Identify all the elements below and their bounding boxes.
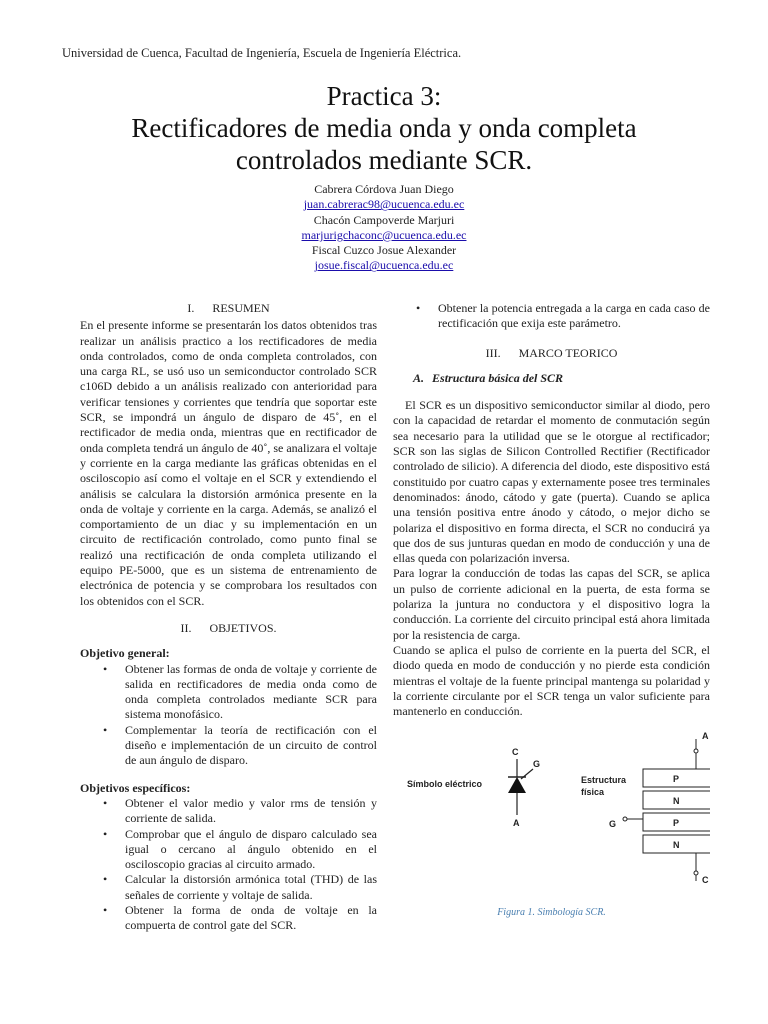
author-name: Cabrera Córdova Juan Diego — [314, 182, 454, 196]
section-number: III. — [485, 345, 501, 360]
section-number: I. — [187, 301, 195, 315]
title-line-3: controlados mediante SCR. — [235, 145, 533, 175]
general-objectives-list — [80, 662, 377, 769]
title-line-1: Practica 3: — [326, 81, 442, 111]
title-line-2: Rectificadores de media onda y onda completa — [131, 113, 637, 143]
section-title: RESUMEN — [212, 301, 270, 315]
left-column — [80, 301, 377, 934]
specific-objectives-label: Objetivos específicos: — [80, 780, 191, 795]
symbol-anode-label: A — [513, 818, 520, 829]
structure-gate-terminal-icon — [623, 817, 627, 821]
list-item: • Calcular la distorsión armónica total (THD) de las señales de corriente y voltaje de salida. — [80, 872, 377, 903]
layer-label: N — [673, 840, 680, 851]
scr-diagram — [393, 731, 710, 899]
list-item: • Complementar la teoría de rectificación con el diseño e implementación de un circuito de control de aun ángulo de disparo. — [80, 723, 377, 769]
list-item: • Comprobar que el ángulo de disparo calculado sea igual o cercano al ángulo obtenido en el osciloscopio gracias al circuito armado. — [80, 827, 377, 873]
scr-figure — [393, 731, 710, 899]
list-item: • Obtener el valor medio y valor rms de tensión y corriente de salida. — [80, 796, 377, 827]
right-column — [393, 301, 710, 921]
structure-anode-label: A — [702, 731, 709, 742]
section-title: MARCO TEORICO — [518, 345, 618, 360]
structure-cathode-terminal-icon — [694, 871, 698, 875]
list-item: • Obtener la potencia entregada a la carga en cada caso de rectificación que exija este parámetro. — [393, 301, 710, 332]
author-block — [0, 182, 768, 274]
layer-label: N — [673, 796, 680, 807]
section-heading-resumen — [80, 301, 377, 316]
list-item: • Obtener la forma de onda de voltaje en la compuerta de control gate del SCR. — [80, 903, 377, 934]
symbol-label: Símbolo eléctrico — [407, 779, 483, 790]
list-item: • Obtener las formas de onda de voltaje y corriente de salida en rectificadores de media onda como de onda completa controlados mediante SCR para sistema monofásico. — [80, 662, 377, 723]
symbol-gate-lead — [521, 769, 533, 779]
author-email-link[interactable]: josue.fiscal@ucuenca.edu.ec — [314, 258, 454, 273]
paper-title — [0, 80, 768, 176]
structure-label-2: física — [581, 787, 605, 798]
symbol-cathode-label: C — [512, 747, 519, 758]
section-heading-marco — [393, 346, 710, 361]
figure-caption: Figura 1. Simbología SCR. — [497, 907, 606, 919]
author-name: Chacón Campoverde Marjuri — [313, 212, 455, 227]
structure-label-1: Estructura — [581, 775, 627, 786]
body-paragraph: Cuando se aplica el pulso de corriente en la puerta del SCR, el diodo queda en modo de conducción y no pierde esta condición mientras el voltaje de la fuente principal mantenga su polaridad y la corriente circulante por el SCR tenga un valor suficiente para mantenerlo en conducción. — [393, 642, 710, 719]
abstract-paragraph: En el presente informe se presentarán los datos obtenidos tras realizar un análisis practico a los rectificadores de media onda controlados, como de onda completa controlados, con una carga RL, se usó uso un semiconductor controlado SCR c106D debido a un análisis realizado con anterioridad para verificar tensiones y corrientes que tendría que soportar este SCR, se impondrá un ángulo de disparo de 45˚, en el rectificador de media onda, mientras que en rectificador de onda completa tendrá un ángulo de 40˚, se analizara el voltaje y corriente en la carga mediante las gráficas obtenidas en el osciloscopio así como el voltaje en el SCR y extendiendo el análisis se calculara la distorsión armónica presente en la onda de voltaje y corriente en la carga. Además, se analizó el comportamiento de un diac y su implementación en un circuito de rectificación controlado, como punto final se realizó una rectificación de onda completa utilizando el equipo PE-5000, que es un sistema de entrenamiento de electrónica de potencia y se comprobara los resultados con los obtenidos con el SCR. — [80, 318, 377, 608]
structure-cathode-label: C — [702, 875, 709, 886]
body-paragraph: El SCR es un dispositivo semiconductor similar al diodo, pero con la capacidad de retardar el momento de conmutación según sea necesario para la utilidad que se le otorgue al rectificador; SCR son las siglas de Silicon Controlled Rectifier (Rectificador controlado de silicio). A diferencia del diodo, este dispositivo está constituido por cuatro capas y externamente posee tres terminales denominados: ánodo, cátodo y gate (puerta). Cuando se aplica una tensión positiva entre ánodo y cátodo, o mejor dicho se polariza el dispositivo en forma directa, el SCR no conducirá ya que dos de sus junturas quedan en modo de conducción y una de ellas queda con polarización inversa. — [393, 398, 710, 566]
subsection-letter: A. — [413, 370, 425, 385]
author-email-link[interactable]: juan.cabrerac98@ucuenca.edu.ec — [303, 197, 465, 212]
subsection-heading — [393, 371, 710, 386]
section-heading-objetivos — [80, 621, 377, 636]
body-paragraph: Para lograr la conducción de todas las capas del SCR, se aplica un pulso de corriente adicional en la puerta, de esta forma se polariza la juntura no conductora y el dispositivo logra la conducción. La corriente del circuito principal está ahora limitada por la resistencia de carga. — [393, 566, 710, 642]
structure-anode-terminal-icon — [694, 749, 698, 753]
structure-gate-label: G — [609, 819, 617, 830]
specific-objectives-list — [80, 796, 377, 934]
layer-label: P — [673, 774, 680, 785]
thyristor-triangle-icon — [508, 777, 526, 793]
author-email-link[interactable]: marjurigchaconc@ucuenca.edu.ec — [301, 227, 467, 242]
section-title: OBJETIVOS. — [209, 620, 277, 635]
layer-label: P — [673, 818, 680, 829]
author-name: Fiscal Cuzco Josue Alexander — [311, 243, 457, 258]
general-objective-label: Objetivo general: — [80, 646, 170, 661]
symbol-gate-label: G — [533, 759, 541, 770]
subsection-title: Estructura básica del SCR — [432, 370, 564, 385]
section-number: II. — [180, 620, 192, 635]
specific-objectives-list-continued — [393, 301, 710, 332]
running-header: Universidad de Cuenca, Facultad de Ingeniería, Escuela de Ingeniería Eléctrica. — [62, 46, 462, 60]
